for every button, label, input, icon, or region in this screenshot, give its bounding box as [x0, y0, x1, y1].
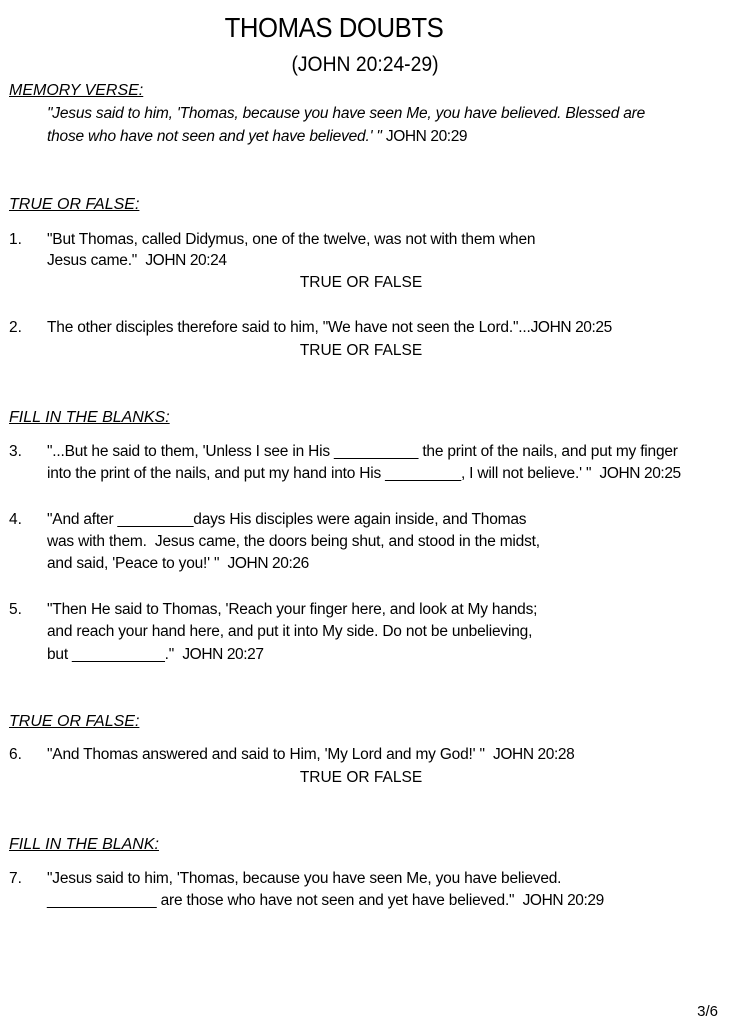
question-1-line-1: "But Thomas, called Didymus, one of the twelve, was not with them when — [47, 231, 536, 248]
question-3-line-1: "...But he said to them, 'Unless I see in His __________ the print of the nails, and put my finger — [47, 443, 678, 460]
question-7-line-1: "Jesus said to him, 'Thomas, because you have seen Me, you have believed. — [47, 870, 562, 887]
true-false-choice-6 — [0, 769, 722, 787]
question-5-line-2: and reach your hand here, and put it into My side. Do not be unbelieving, — [47, 623, 533, 640]
or-label-2: OR — [342, 342, 374, 359]
question-1-ref: JOHN 20:24 — [145, 252, 227, 269]
question-3-text: into the print of the nails, and put my hand into His _________, I will not believe.' " — [47, 465, 592, 482]
question-4-line-1: "And after _________days His disciples were again inside, and Thomas — [47, 511, 527, 528]
question-5-ref: JOHN 20:27 — [182, 646, 264, 663]
question-6-ref: JOHN 20:28 — [493, 746, 575, 763]
true-false-choice-1 — [0, 274, 722, 292]
memory-verse-ref: JOHN 20:29 — [385, 128, 468, 145]
question-5-line-3 — [47, 646, 264, 664]
question-7-line-2 — [47, 892, 604, 910]
question-5-text: but ___________." — [47, 646, 175, 663]
question-3-line-2 — [47, 465, 681, 483]
question-4-line-2: was with them. Jesus came, the doors being shut, and stood in the midst, — [47, 533, 540, 550]
page-number: 3/6 — [697, 1003, 718, 1020]
question-number-3: 3. — [9, 443, 22, 460]
or-label-6: OR — [342, 769, 374, 786]
true-option-2[interactable]: TRUE — [299, 342, 343, 359]
question-5-line-1: "Then He said to Thomas, 'Reach your finger here, and look at My hands; — [47, 601, 538, 618]
true-false-heading-2: TRUE OR FALSE: — [9, 713, 140, 730]
question-number-6: 6. — [9, 746, 22, 763]
memory-verse-line-2 — [47, 128, 467, 146]
question-7-ref: JOHN 20:29 — [522, 892, 604, 909]
question-4-text: and said, 'Peace to you!' " — [47, 555, 220, 572]
question-number-2: 2. — [9, 319, 22, 336]
question-2-line-1 — [47, 319, 612, 337]
false-option-6[interactable]: FALSE — [373, 769, 423, 786]
question-2-ref: JOHN 20:25 — [530, 319, 612, 336]
question-number-7: 7. — [9, 870, 22, 887]
or-label-1: OR — [342, 274, 374, 291]
question-number-1: 1. — [9, 231, 22, 248]
true-option-6[interactable]: TRUE — [299, 769, 343, 786]
memory-verse-line-1: "Jesus said to him, 'Thomas, because you have seen Me, you have believed. Blessed are — [47, 105, 646, 122]
question-7-text: _____________ are those who have not seen and yet have believed." — [47, 892, 515, 909]
question-2-text: The other disciples therefore said to him, "We have not seen the Lord."... — [47, 319, 531, 336]
question-4-ref: JOHN 20:26 — [227, 555, 309, 572]
false-option-2[interactable]: FALSE — [373, 342, 423, 359]
question-1-line-2 — [47, 252, 227, 270]
question-6-line-1 — [47, 746, 574, 764]
fill-blanks-heading: FILL IN THE BLANKS: — [9, 409, 170, 426]
true-option-1[interactable]: TRUE — [299, 274, 343, 291]
question-number-5: 5. — [9, 601, 22, 618]
memory-verse-heading: MEMORY VERSE: — [9, 82, 144, 99]
question-3-ref: JOHN 20:25 — [599, 465, 681, 482]
memory-verse-text: those who have not seen and yet have believed.' " — [47, 128, 382, 145]
fill-blank-heading: FILL IN THE BLANK: — [9, 836, 159, 853]
question-4-line-3 — [47, 555, 309, 573]
question-6-text: "And Thomas answered and said to Him, 'My Lord and my God!' " — [47, 746, 485, 763]
true-false-heading-1: TRUE OR FALSE: — [9, 196, 140, 213]
true-false-choice-2 — [0, 342, 722, 360]
question-number-4: 4. — [9, 511, 22, 528]
page-subtitle: (JOHN 20:24-29) — [291, 53, 439, 76]
question-1-text: Jesus came." — [47, 252, 138, 269]
page-title: THOMAS DOUBTS — [224, 12, 444, 43]
false-option-1[interactable]: FALSE — [373, 274, 423, 291]
